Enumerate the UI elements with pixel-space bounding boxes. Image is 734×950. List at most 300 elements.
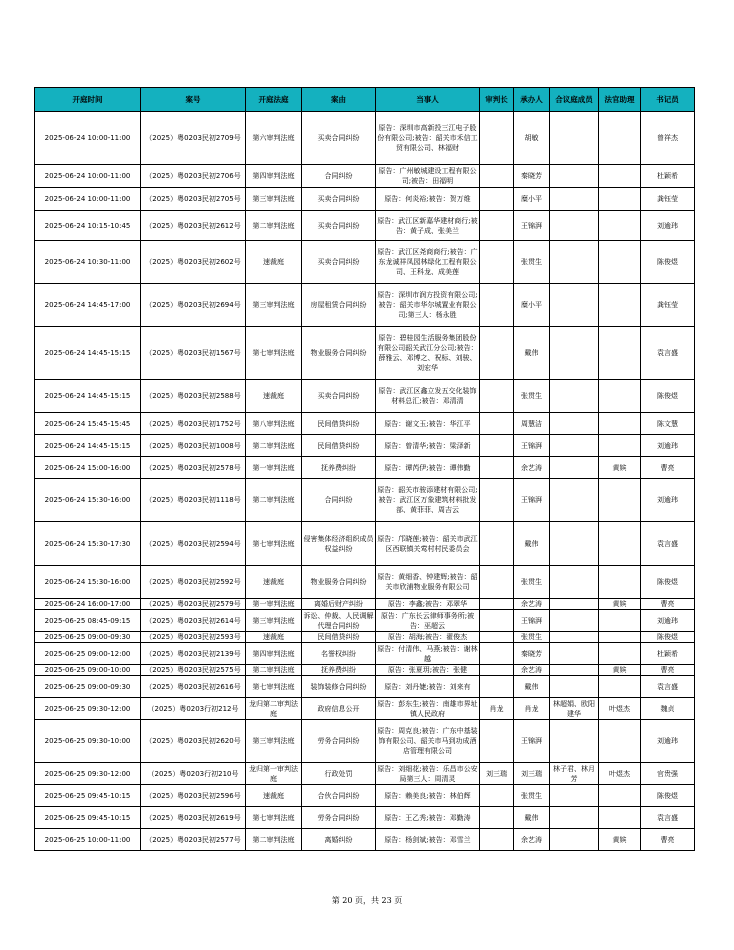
cell-assistant	[599, 241, 641, 284]
cell-cause: 买卖合同纠纷	[302, 241, 376, 284]
cell-time: 2025-06-25 09:30-12:00	[35, 698, 141, 720]
cell-panel-members	[550, 566, 599, 599]
cell-cause: 房屋租赁合同纠纷	[302, 284, 376, 327]
cell-chief-judge	[480, 413, 514, 435]
cell-assistant	[599, 720, 641, 763]
cell-court: 龙归第二审判法庭	[246, 698, 302, 720]
hearing-schedule-table	[34, 87, 695, 851]
cell-panel-members	[550, 211, 599, 241]
cell-chief-judge	[480, 807, 514, 829]
cell-case-number: （2025）粤0203民初2593号	[141, 632, 246, 643]
cell-chief-judge	[480, 284, 514, 327]
cell-judge: 张贯生	[514, 241, 550, 284]
cell-time: 2025-06-24 14:45-15:15	[35, 435, 141, 457]
cell-assistant	[599, 632, 641, 643]
cell-court: 第三审判法庭	[246, 610, 302, 632]
cell-judge: 张贯生	[514, 632, 550, 643]
cell-chief-judge	[480, 188, 514, 211]
cell-clerk: 陈俊煜	[641, 380, 695, 413]
cell-time: 2025-06-24 14:45-15:15	[35, 327, 141, 380]
cell-parties: 原告：胡海;被告：翟俊杰	[376, 632, 480, 643]
cell-court: 速裁庭	[246, 785, 302, 807]
cell-time: 2025-06-24 16:00-17:00	[35, 599, 141, 610]
cell-clerk: 龚钰莹	[641, 188, 695, 211]
cell-case-number: （2025）粤0203民初2709号	[141, 112, 246, 165]
cell-clerk: 袁言盛	[641, 327, 695, 380]
cell-panel-members	[550, 284, 599, 327]
cell-court: 第四审判法庭	[246, 165, 302, 188]
cell-parties: 原告：刘细花;被告：乐昌市公安局第三人：周清灵	[377, 764, 478, 783]
cell-panel-members	[550, 632, 599, 643]
table-row	[35, 479, 695, 522]
cell-judge: 王锦湃	[514, 610, 550, 632]
cell-court: 第三审判法庭	[246, 188, 302, 211]
cell-panel-members	[550, 435, 599, 457]
cell-chief-judge	[480, 457, 514, 479]
cell-panel-members	[550, 807, 599, 829]
table-row	[35, 599, 695, 610]
cell-clerk: 陈俊煜	[641, 632, 695, 643]
table-row	[35, 188, 695, 211]
table-row	[35, 610, 695, 632]
cell-parties: 原告：付清伟、马燕;被告：谢林越	[377, 644, 478, 663]
cell-clerk: 袁言盛	[641, 676, 695, 698]
cell-case-number: （2025）粤0203民初2579号	[141, 599, 246, 610]
header-judge: 承办人	[514, 88, 550, 112]
cell-judge: 糜小平	[514, 284, 550, 327]
cell-assistant	[599, 643, 641, 665]
cell-court: 第三审判法庭	[246, 720, 302, 763]
cell-clerk: 刘逾玮	[641, 720, 695, 763]
cell-assistant	[599, 807, 641, 829]
cell-parties: 原告：谢文玉;被告：华江平	[376, 413, 480, 435]
cell-case-number: （2025）粤0203民初2588号	[141, 380, 246, 413]
cell-chief-judge	[480, 241, 514, 284]
cell-cause: 装饰装修合同纠纷	[302, 676, 376, 698]
cell-chief-judge	[480, 665, 514, 676]
cell-time: 2025-06-25 09:45-10:15	[35, 807, 141, 829]
cell-case-number: （2025）粤0203民初2592号	[141, 566, 246, 599]
cell-assistant	[599, 566, 641, 599]
cell-clerk: 曹亮	[641, 457, 695, 479]
cell-judge: 张贯生	[514, 785, 550, 807]
cell-chief-judge	[480, 599, 514, 610]
cell-parties: 原告：曾清华;被告：梁泽新	[376, 435, 480, 457]
cell-panel-members	[550, 522, 599, 566]
cell-time: 2025-06-25 08:45-09:15	[35, 610, 141, 632]
cell-assistant	[599, 188, 641, 211]
cell-clerk: 曾祥杰	[641, 112, 695, 165]
cell-chief-judge	[480, 165, 514, 188]
cell-time: 2025-06-24 10:30-11:00	[35, 241, 141, 284]
cell-clerk: 陈俊煜	[641, 241, 695, 284]
cell-panel-members	[550, 599, 599, 610]
cell-parties: 原告：赖美良;被告：林伯辉	[376, 785, 480, 807]
cell-cause: 侵害集体经济组织成员权益纠纷	[302, 522, 376, 566]
cell-chief-judge: 刘三瑞	[480, 763, 514, 785]
cell-case-number: （2025）粤0203民初2578号	[141, 457, 246, 479]
cell-time: 2025-06-24 15:30-16:00	[35, 479, 141, 522]
cell-parties: 原告：武江区鑫立发五交化装饰材料总汇;被告：邓清清	[376, 380, 480, 413]
cell-assistant: 黄嫔	[599, 829, 641, 851]
cell-judge: 王锦湃	[514, 211, 550, 241]
cell-court: 第七审判法庭	[246, 522, 302, 566]
cell-court: 第七审判法庭	[246, 676, 302, 698]
cell-cause: 买卖合同纠纷	[302, 188, 376, 211]
cell-judge: 余艺涛	[514, 665, 550, 676]
cell-chief-judge	[480, 643, 514, 665]
cell-clerk: 袁言盛	[641, 807, 695, 829]
table-row	[35, 829, 695, 851]
header-assistant: 法官助理	[599, 88, 641, 112]
cell-case-number: （2025）粤0203民初2602号	[141, 241, 246, 284]
cell-time: 2025-06-25 09:30-12:00	[35, 763, 141, 785]
table-row	[35, 457, 695, 479]
cell-court: 第七审判法庭	[246, 807, 302, 829]
cell-panel-members	[550, 380, 599, 413]
cell-court: 第一审判法庭	[246, 457, 302, 479]
cell-judge: 戴伟	[514, 522, 550, 566]
cell-chief-judge	[480, 522, 514, 566]
cell-court: 第二审判法庭	[246, 211, 302, 241]
cell-clerk: 陈文慧	[641, 413, 695, 435]
cell-clerk: 袁言盛	[641, 522, 695, 566]
cell-chief-judge	[480, 610, 514, 632]
cell-case-number: （2025）粤0203民初1118号	[141, 479, 246, 522]
cell-panel-members	[550, 413, 599, 435]
cell-panel-members	[550, 112, 599, 165]
cell-cause: 买卖合同纠纷	[302, 112, 376, 165]
cell-court: 速裁庭	[246, 380, 302, 413]
cell-judge: 戴伟	[514, 676, 550, 698]
table-row	[35, 284, 695, 327]
cell-chief-judge	[480, 676, 514, 698]
cell-panel-members	[550, 188, 599, 211]
cell-time: 2025-06-25 09:00-09:30	[35, 632, 141, 643]
cell-parties: 原告：邝晓莲;被告：韶关市武江区西联镇关莺村村民委员会	[376, 522, 480, 566]
header-time: 开庭时间	[35, 88, 141, 112]
cell-chief-judge	[480, 211, 514, 241]
header-panel-members: 合议庭成员	[550, 88, 599, 112]
table-row	[35, 807, 695, 829]
cell-time: 2025-06-25 09:45-10:15	[35, 785, 141, 807]
cell-parties: 原告：谭芮伊;被告：谭伟勤	[376, 457, 480, 479]
cell-case-number: （2025）粤0203民初1752号	[141, 413, 246, 435]
cell-court: 第二审判法庭	[246, 665, 302, 676]
cell-judge: 糜小平	[514, 188, 550, 211]
cell-cause: 诉讼、仲裁、人民调解代理合同纠纷	[303, 611, 374, 630]
table-row	[35, 211, 695, 241]
cell-judge: 王锦湃	[514, 435, 550, 457]
table-row	[35, 643, 695, 665]
cell-panel-members	[550, 829, 599, 851]
cell-case-number: （2025）粤0203民初2616号	[141, 676, 246, 698]
table-row	[35, 676, 695, 698]
cell-time: 2025-06-24 14:45-15:15	[35, 380, 141, 413]
cell-cause: 民间借贷纠纷	[302, 413, 376, 435]
table-row	[35, 241, 695, 284]
cell-cause: 劳务合同纠纷	[302, 720, 376, 763]
cell-cause: 离婚纠纷	[302, 829, 376, 851]
cell-judge: 王锦湃	[514, 479, 550, 522]
cell-assistant: 黄嫔	[599, 599, 641, 610]
cell-chief-judge	[480, 435, 514, 457]
cell-case-number: （2025）粤0203行初210号	[141, 763, 246, 785]
cell-parties: 原告：广东长云律师事务所;被告：巫超云	[376, 610, 480, 632]
cell-judge: 周慧洁	[514, 413, 550, 435]
table-row	[35, 380, 695, 413]
table-row	[35, 112, 695, 165]
cell-assistant: 黄嫔	[599, 457, 641, 479]
table-row	[35, 763, 695, 785]
cell-panel-members	[550, 665, 599, 676]
table-row	[35, 785, 695, 807]
cell-panel-members: 林子君、林月芳	[550, 763, 599, 785]
cell-judge: 王锦湃	[514, 720, 550, 763]
cell-chief-judge	[480, 112, 514, 165]
cell-judge: 戴伟	[514, 327, 550, 380]
cell-court: 第二审判法庭	[246, 829, 302, 851]
cell-parties: 原告：深圳市润方投资有限公司;被告：韶关市华尔城置业有限公司;第三人：杨永胜	[376, 284, 480, 327]
cell-chief-judge	[480, 785, 514, 807]
cell-case-number: （2025）粤0203民初2612号	[141, 211, 246, 241]
cell-judge: 胡敏	[514, 112, 550, 165]
cell-parties: 原告：李鑫;被告：邓翠华	[376, 599, 480, 610]
cell-clerk: 龚钰莹	[641, 284, 695, 327]
cell-court: 第八审判法庭	[246, 413, 302, 435]
cell-chief-judge	[480, 380, 514, 413]
table-row	[35, 413, 695, 435]
cell-clerk: 官贵强	[641, 763, 695, 785]
cell-parties: 原告：武江区新嘉华建材商行;被告：黄子成、张美兰	[376, 211, 480, 241]
cell-cause: 抚养费纠纷	[302, 457, 376, 479]
cell-time: 2025-06-25 09:30-10:00	[35, 720, 141, 763]
cell-panel-members	[550, 241, 599, 284]
cell-cause: 合伙合同纠纷	[302, 785, 376, 807]
cell-assistant	[599, 676, 641, 698]
cell-court: 速裁庭	[246, 241, 302, 284]
cell-parties: 原告：广州敏城建设工程有限公司;被告：田福明	[376, 165, 480, 188]
cell-clerk: 魏贞	[641, 698, 695, 720]
cell-cause: 物业服务合同纠纷	[302, 566, 376, 599]
cell-judge: 张贯生	[514, 380, 550, 413]
cell-court: 第二审判法庭	[246, 435, 302, 457]
cell-parties: 原告：周克良;被告：广东中基装饰有限公司、韶关市马到功成酒店管理有限公司	[376, 720, 480, 763]
cell-case-number: （2025）粤0203民初1008号	[141, 435, 246, 457]
cell-clerk: 陈俊煜	[641, 566, 695, 599]
header-clerk: 书记员	[641, 88, 695, 112]
cell-judge: 余艺涛	[514, 457, 550, 479]
cell-assistant	[599, 479, 641, 522]
cell-court: 第四审判法庭	[246, 643, 302, 665]
cell-court: 第一审判法庭	[246, 599, 302, 610]
cell-time: 2025-06-25 09:00-10:00	[35, 665, 141, 676]
cell-time: 2025-06-24 10:15-10:45	[35, 211, 141, 241]
cell-panel-members	[550, 457, 599, 479]
cell-cause: 合同纠纷	[302, 479, 376, 522]
cell-case-number: （2025）粤0203行初212号	[141, 698, 246, 720]
cell-case-number: （2025）粤0203民初1567号	[141, 327, 246, 380]
cell-time: 2025-06-24 10:00-11:00	[35, 188, 141, 211]
cell-assistant: 叶煜杰	[599, 763, 641, 785]
cell-clerk: 陈俊煜	[641, 785, 695, 807]
cell-panel-members	[550, 676, 599, 698]
cell-cause: 劳务合同纠纷	[302, 807, 376, 829]
cell-judge: 秦晓芳	[514, 165, 550, 188]
cell-panel-members	[550, 720, 599, 763]
cell-court: 速裁庭	[246, 632, 302, 643]
cell-clerk: 曹亮	[641, 665, 695, 676]
cell-parties: 原告：杨剑斌;被告：邓雪兰	[376, 829, 480, 851]
cell-parties: 原告：刘丹婕;被告：刘来有	[376, 676, 480, 698]
cell-case-number: （2025）粤0203民初2575号	[141, 665, 246, 676]
header-court: 开庭法庭	[246, 88, 302, 112]
cell-case-number: （2025）粤0203民初2694号	[141, 284, 246, 327]
cell-case-number: （2025）粤0203民初2614号	[141, 610, 246, 632]
cell-chief-judge	[480, 566, 514, 599]
table-row	[35, 566, 695, 599]
cell-judge: 余艺涛	[514, 599, 550, 610]
cell-panel-members	[550, 327, 599, 380]
cell-case-number: （2025）粤0203民初2620号	[141, 720, 246, 763]
cell-time: 2025-06-24 10:00-11:00	[35, 165, 141, 188]
cell-court: 第二审判法庭	[246, 479, 302, 522]
cell-time: 2025-06-25 09:00-12:00	[35, 643, 141, 665]
cell-parties: 原告：张夏玥;被告：张健	[376, 665, 480, 676]
cell-cause: 民间借贷纠纷	[302, 632, 376, 643]
cell-clerk: 杜颖希	[641, 165, 695, 188]
cell-cause: 物业服务合同纠纷	[302, 327, 376, 380]
cell-assistant	[599, 380, 641, 413]
cell-judge: 肖龙	[514, 698, 550, 720]
cell-cause: 政府信息公开	[302, 698, 376, 720]
cell-judge: 张贯生	[514, 566, 550, 599]
cell-chief-judge	[480, 632, 514, 643]
cell-case-number: （2025）粤0203民初2139号	[141, 643, 246, 665]
cell-cause: 离婚后财产纠纷	[302, 599, 376, 610]
cell-case-number: （2025）粤0203民初2706号	[141, 165, 246, 188]
cell-clerk: 刘逾玮	[641, 435, 695, 457]
cell-assistant	[599, 610, 641, 632]
cell-clerk: 刘逾玮	[641, 211, 695, 241]
table-row	[35, 665, 695, 676]
cell-assistant	[599, 211, 641, 241]
cell-panel-members	[550, 785, 599, 807]
cell-assistant: 黄嫔	[599, 665, 641, 676]
cell-clerk: 刘逾玮	[641, 610, 695, 632]
cell-clerk: 曹亮	[641, 829, 695, 851]
cell-parties: 原告：深圳市高新投三江电子股份有限公司;被告：韶关市禾信工贸有限公司、林福财	[376, 112, 480, 165]
cell-court: 第六审判法庭	[246, 112, 302, 165]
cell-parties: 原告：王乙秀;被告：邓勤涛	[376, 807, 480, 829]
cell-assistant	[599, 165, 641, 188]
table-row	[35, 327, 695, 380]
cell-parties: 原告：彭东生;被告：南雄市界址镇人民政府	[377, 699, 478, 718]
cell-clerk: 曹亮	[641, 599, 695, 610]
cell-panel-members	[550, 479, 599, 522]
cell-case-number: （2025）粤0203民初2577号	[141, 829, 246, 851]
cell-cause: 合同纠纷	[302, 165, 376, 188]
cell-cause: 买卖合同纠纷	[302, 211, 376, 241]
cell-time: 2025-06-24 15:30-17:30	[35, 522, 141, 566]
cell-court: 第三审判法庭	[246, 284, 302, 327]
cell-parties: 原告：何炎裕;被告：贺万维	[376, 188, 480, 211]
table-row	[35, 435, 695, 457]
cell-cause: 民间借贷纠纷	[302, 435, 376, 457]
cell-case-number: （2025）粤0203民初2594号	[141, 522, 246, 566]
cell-parties: 原告：韶关市骏添建材有限公司;被告：武江区万象建筑材料批发部、黄菲菲、周吉云	[376, 479, 480, 522]
cell-parties: 原告：武江区尧商商行;被告：广东龙诚祥凤园林绿化工程有限公司、王科龙、成美莲	[376, 241, 480, 284]
cell-clerk: 刘逾玮	[641, 479, 695, 522]
cell-chief-judge	[480, 829, 514, 851]
cell-chief-judge: 肖龙	[480, 698, 514, 720]
page-footer: 第 20 页，共 23 页	[331, 896, 403, 905]
cell-time: 2025-06-24 15:30-16:00	[35, 566, 141, 599]
cell-cause: 买卖合同纠纷	[302, 380, 376, 413]
cell-judge: 余艺涛	[514, 829, 550, 851]
cell-case-number: （2025）粤0203民初2596号	[141, 785, 246, 807]
table-row	[35, 720, 695, 763]
cell-time: 2025-06-25 09:00-09:30	[35, 676, 141, 698]
cell-assistant: 叶煜杰	[599, 698, 641, 720]
cell-assistant	[599, 327, 641, 380]
cell-cause: 名誉权纠纷	[302, 643, 376, 665]
cell-court: 速裁庭	[246, 566, 302, 599]
cell-court: 第七审判法庭	[246, 327, 302, 380]
cell-panel-members: 林超娟、欧阳建华	[550, 698, 599, 720]
header-parties: 当事人	[376, 88, 480, 112]
cell-cause: 抚养费纠纷	[302, 665, 376, 676]
cell-cause: 行政处罚	[302, 763, 376, 785]
cell-panel-members	[550, 610, 599, 632]
cell-clerk: 杜颖希	[641, 643, 695, 665]
table-header-row	[35, 88, 695, 112]
cell-chief-judge	[480, 327, 514, 380]
header-case-number: 案号	[141, 88, 246, 112]
cell-court: 龙归第一审判法庭	[246, 763, 302, 785]
cell-panel-members	[550, 643, 599, 665]
table-row	[35, 522, 695, 566]
cell-case-number: （2025）粤0203民初2705号	[141, 188, 246, 211]
cell-judge: 戴伟	[514, 807, 550, 829]
table-row	[35, 632, 695, 643]
cell-panel-members	[550, 165, 599, 188]
table-row	[35, 165, 695, 188]
cell-judge: 秦晓芳	[514, 643, 550, 665]
cell-assistant	[599, 785, 641, 807]
cell-time: 2025-06-24 15:45-15:45	[35, 413, 141, 435]
cell-chief-judge	[480, 720, 514, 763]
table-row	[35, 698, 695, 720]
cell-assistant	[599, 112, 641, 165]
cell-assistant	[599, 435, 641, 457]
cell-chief-judge	[480, 479, 514, 522]
cell-parties: 原告：黄细香、钟建辉;被告：韶关市欣浦物业服务有限公司	[376, 566, 480, 599]
header-chief-judge: 审判长	[480, 88, 514, 112]
cell-time: 2025-06-25 10:00-11:00	[35, 829, 141, 851]
cell-assistant	[599, 522, 641, 566]
cell-case-number: （2025）粤0203民初2619号	[141, 807, 246, 829]
header-cause: 案由	[302, 88, 376, 112]
cell-assistant	[599, 413, 641, 435]
cell-parties: 原告：碧桂园生活服务集团股份有限公司韶关武江分公司;被告：薛雅云、邓博之、祝标、刘骏、刘宏华	[376, 327, 480, 380]
cell-time: 2025-06-24 14:45-17:00	[35, 284, 141, 327]
cell-assistant	[599, 284, 641, 327]
cell-judge: 刘三瑞	[514, 763, 550, 785]
table-body	[35, 112, 695, 851]
cell-time: 2025-06-24 15:00-16:00	[35, 457, 141, 479]
cell-time: 2025-06-24 10:00-11:00	[35, 112, 141, 165]
